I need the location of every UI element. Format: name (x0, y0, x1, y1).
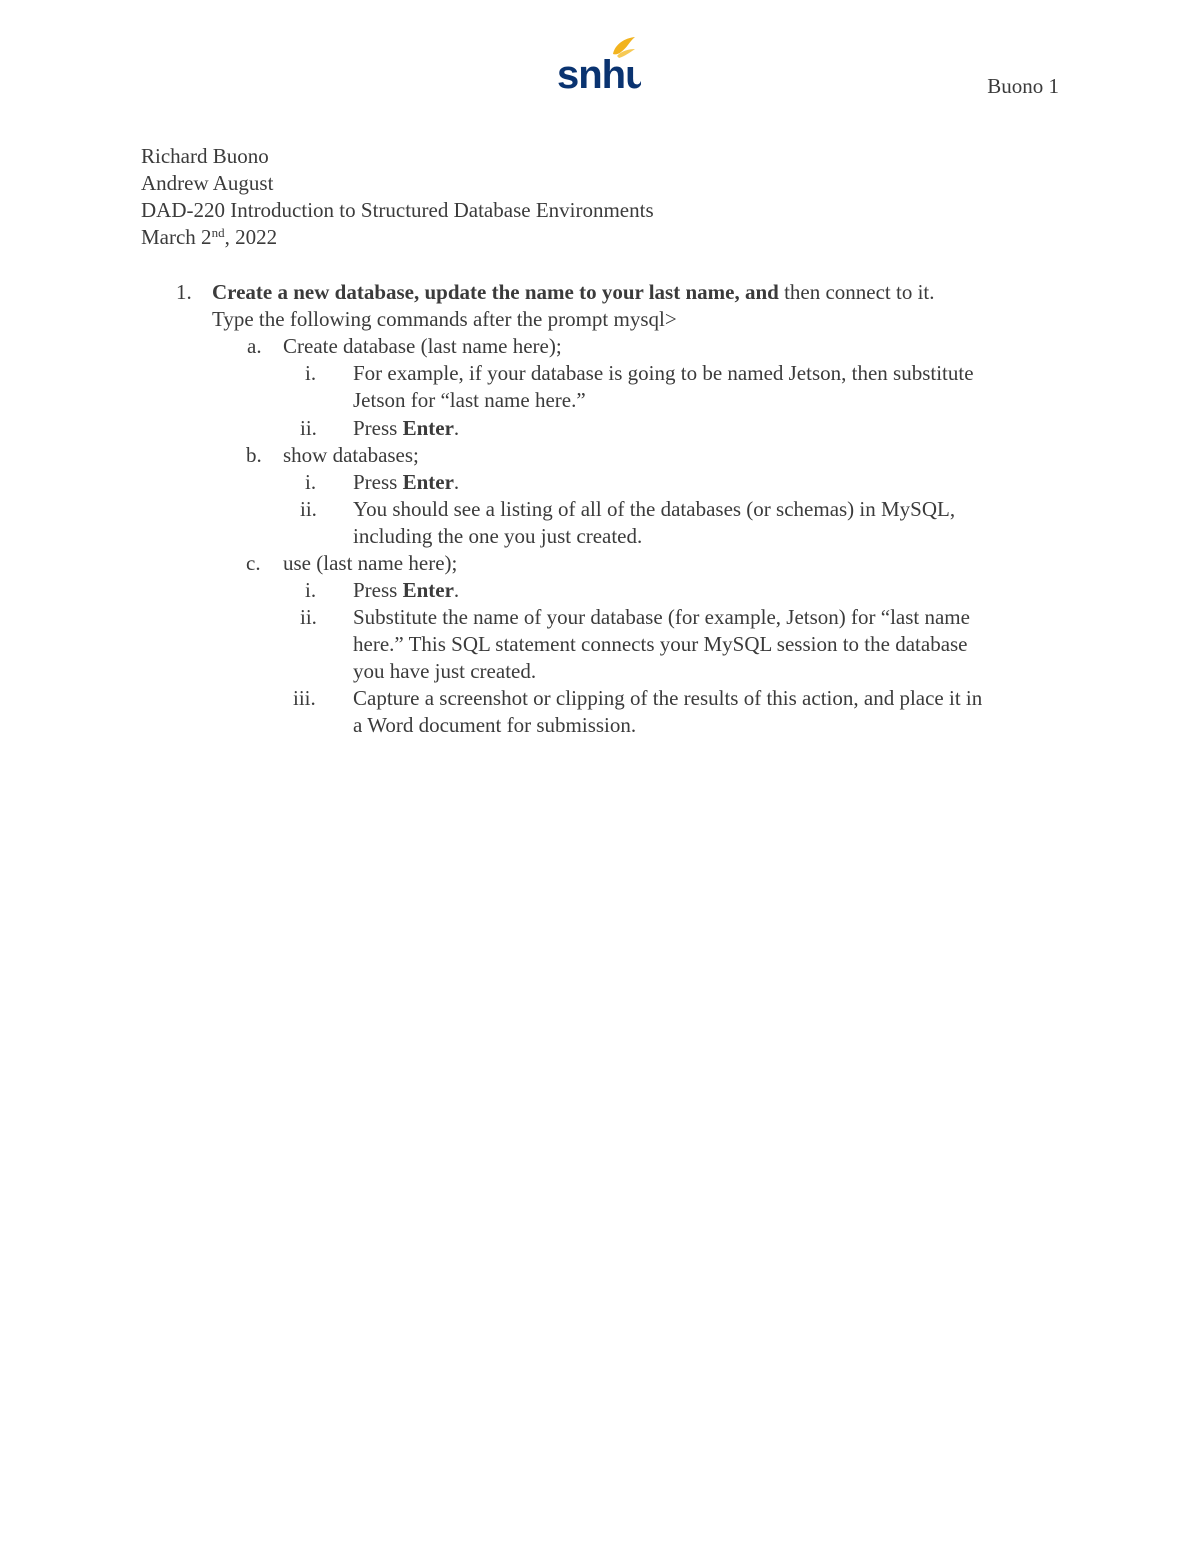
instructor-name: Andrew August (141, 171, 274, 195)
step-label: a. (247, 334, 262, 358)
step-c-sub-i: Press Enter. (353, 578, 460, 602)
step-a-sub-i-line1: For example, if your database is going to be named Jetson, then substitute (353, 361, 974, 385)
substep-label: ii. (300, 497, 317, 521)
page-header-label: Buono 1 (987, 74, 1059, 98)
date-line: March 2nd, 2022 (141, 225, 278, 249)
substep-label: ii. (300, 605, 317, 629)
heading-block (141, 143, 654, 251)
step-c-text: use (last name here); (283, 551, 458, 575)
substep-label: i. (305, 578, 317, 602)
substep-label: i. (305, 361, 317, 385)
substep-label: i. (305, 470, 317, 494)
substep-label: ii. (300, 416, 317, 440)
step-a-text: Create database (last name here); (283, 334, 562, 358)
step-label: c. (246, 551, 261, 575)
step-c-sub-ii-line1: Substitute the name of your database (for example, Jetson) for “last name (353, 605, 970, 629)
list-number: 1. (176, 280, 192, 304)
step-a-sub-ii: Press Enter. (353, 416, 460, 440)
step-a-sub-i-line2: Jetson for “last name here.” (353, 388, 586, 412)
step-b-sub-ii-line1: You should see a listing of all of the databases (or schemas) in MySQL, (353, 497, 956, 521)
snhu-logo (555, 34, 641, 94)
substep-label: iii. (293, 686, 316, 710)
step-label: b. (246, 443, 262, 467)
step-c-sub-iii-line2: a Word document for submission. (353, 713, 637, 737)
step-c-sub-ii-line3: you have just created. (353, 659, 537, 683)
student-name: Richard Buono (141, 144, 269, 168)
svg-text:snhu: snhu (557, 53, 641, 94)
item1-line1: Create a new database, update the name to your last name, and then connect to it. (212, 280, 935, 304)
item1-line2: Type the following commands after the prompt mysql> (212, 307, 677, 331)
step-c-sub-ii-line2: here.” This SQL statement connects your MySQL session to the database (353, 632, 968, 656)
step-b-sub-i: Press Enter. (353, 470, 460, 494)
flame-icon (555, 34, 641, 94)
course-title: DAD-220 Introduction to Structured Database Environments (141, 198, 654, 222)
step-b-text: show databases; (283, 443, 419, 467)
step-b-sub-ii-line2: including the one you just created. (353, 524, 643, 548)
step-c-sub-iii-line1: Capture a screenshot or clipping of the results of this action, and place it in (353, 686, 983, 710)
